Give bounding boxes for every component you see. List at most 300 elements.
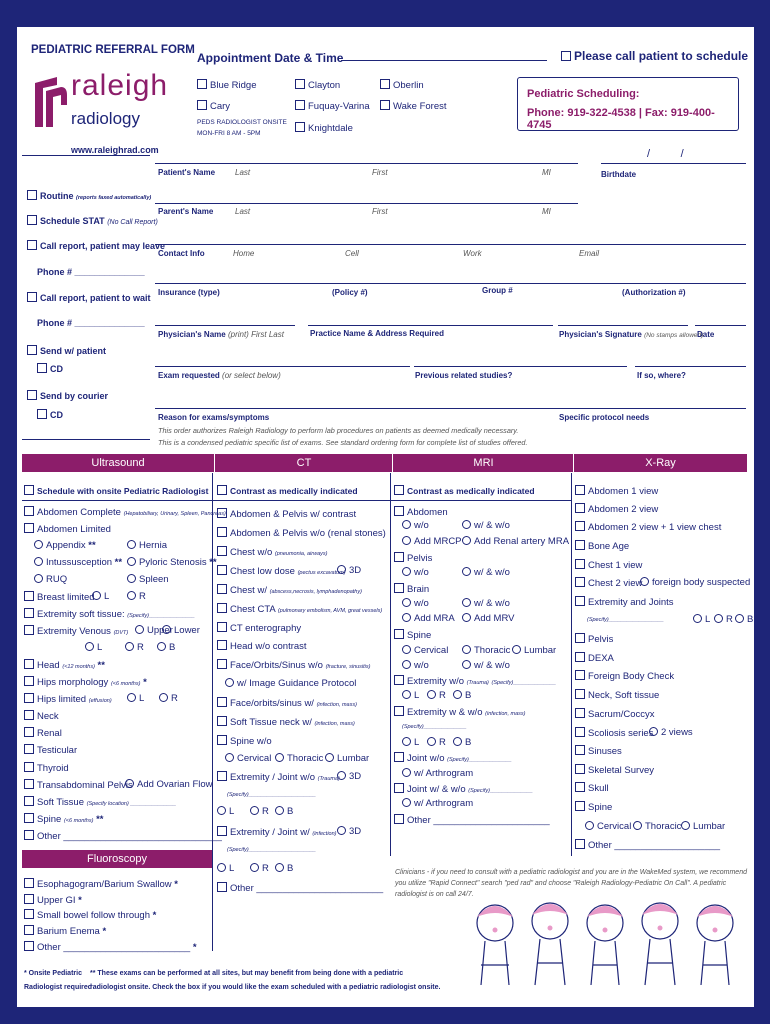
fluoro-label: Barium Enema	[37, 926, 100, 937]
call-to-schedule-checkbox[interactable]	[561, 49, 748, 63]
ct-label: Cervical	[237, 753, 272, 764]
mri-spine-cervical[interactable]	[402, 645, 448, 656]
checkbox-icon	[24, 762, 34, 772]
xray-spine-cervical[interactable]	[585, 821, 631, 832]
location-wake-forest[interactable]	[380, 100, 447, 112]
radio-icon	[127, 591, 136, 600]
ct-ext-wo-r[interactable]	[250, 806, 269, 817]
us-label: R	[171, 693, 178, 704]
mri-spine-thoracic[interactable]	[462, 645, 510, 656]
us-appendix[interactable]: Appendix **	[34, 540, 96, 551]
ct-abd-without[interactable]	[217, 527, 386, 539]
fluoro-small-bowel[interactable]: Small bowel follow through *	[24, 909, 156, 921]
checkbox-icon	[217, 485, 227, 495]
xray-sacrum[interactable]	[575, 708, 655, 720]
cell-hint: Cell	[345, 249, 359, 258]
send-courier-checkbox[interactable]	[27, 390, 108, 401]
radio-icon	[250, 806, 259, 815]
checkbox-icon	[217, 771, 227, 781]
mri-header: MRI	[392, 454, 574, 472]
mri-label: w/ & w/o	[474, 520, 510, 531]
us-label: Appendix	[46, 540, 86, 551]
parent-last-hint: Last	[235, 207, 251, 216]
ct-ext-w-l[interactable]	[217, 863, 234, 874]
xray-label: Foreign Body Check	[588, 671, 675, 682]
us-label: Hips morphology	[37, 677, 109, 688]
location-label: Wake Forest	[393, 101, 447, 112]
checkbox-icon	[24, 710, 34, 720]
mri-ext-wo-b[interactable]	[453, 690, 471, 701]
fluoro-label: Upper GI	[37, 895, 76, 906]
mri-label: w/o	[414, 598, 429, 609]
ct-specify-1[interactable]: (Specify)______________________	[227, 792, 316, 798]
us-ruq[interactable]	[34, 574, 67, 585]
checkbox-icon	[394, 675, 404, 685]
checkbox-icon	[394, 814, 404, 824]
checkbox-icon	[197, 100, 207, 110]
checkbox-icon	[24, 925, 34, 935]
xray-chest1[interactable]	[575, 559, 642, 571]
phone-field-1[interactable]: Phone # ______________	[37, 267, 145, 277]
checkbox-icon	[217, 659, 227, 669]
xray-scoliosis[interactable]	[575, 727, 653, 739]
location-knightdale[interactable]	[295, 122, 353, 134]
us-breast-l[interactable]	[92, 591, 109, 602]
us-venous-b[interactable]	[157, 642, 175, 653]
mri-label: w/ Arthrogram	[414, 768, 474, 779]
xray-foreign-check[interactable]	[575, 670, 674, 682]
mri-add-mrv[interactable]	[462, 613, 514, 624]
xray-spine-thoracic[interactable]	[633, 821, 681, 832]
us-intussusception[interactable]: Intussusception **	[34, 557, 122, 568]
cd-checkbox-2[interactable]	[37, 409, 63, 420]
radio-icon	[337, 771, 346, 780]
radio-icon	[127, 540, 136, 549]
ct-face-wo[interactable]	[217, 659, 371, 671]
mri-label: R	[439, 737, 446, 748]
ct-chest-cta[interactable]	[217, 603, 382, 615]
work-hint: Work	[463, 249, 482, 258]
mri-brain[interactable]	[394, 583, 429, 595]
call-to-schedule-label: Please call patient to schedule	[574, 49, 749, 63]
cd-checkbox-1[interactable]	[37, 363, 63, 374]
print-hint: (print) First Last	[227, 330, 284, 339]
radio-icon	[402, 768, 411, 777]
checkbox-icon	[24, 659, 34, 669]
radio-icon	[325, 753, 334, 762]
mri-abd-ww[interactable]	[462, 520, 510, 531]
checkbox-icon	[217, 546, 227, 556]
mri-arthrogram-2[interactable]	[402, 798, 473, 809]
ct-label: Face/Orbits/Sinus w/o	[230, 660, 323, 671]
mri-label: w/ & w/o	[474, 660, 510, 671]
radio-icon	[427, 737, 436, 746]
ct-header: CT	[214, 454, 393, 472]
location-clayton[interactable]	[295, 79, 340, 91]
referral-form-page	[17, 27, 754, 1007]
checkbox-icon	[394, 706, 404, 716]
checkbox-icon	[24, 591, 34, 601]
mri-pelvis-wo[interactable]	[402, 567, 429, 578]
mri-ext-wo-r[interactable]	[427, 690, 446, 701]
us-soft-tissue[interactable]	[24, 796, 176, 808]
checkbox-icon	[27, 215, 37, 225]
fluoro-other[interactable]: Other ________________________ *	[24, 941, 197, 953]
ct-chest-wo[interactable]	[217, 546, 327, 558]
us-label: RUQ	[46, 574, 68, 585]
checkbox-icon	[380, 79, 390, 89]
us-label: Spleen	[139, 574, 169, 585]
us-lower[interactable]	[162, 625, 200, 636]
ct-spine-wo[interactable]	[217, 735, 272, 747]
mri-ext-ww-b[interactable]	[453, 737, 471, 748]
ct-enterography[interactable]	[217, 622, 301, 634]
radio-icon	[402, 613, 411, 622]
ct-spine-lumbar[interactable]	[325, 753, 369, 764]
ct-note: (pectus excavatum)	[297, 570, 346, 576]
xray-label: Lumbar	[693, 821, 726, 832]
checkbox-icon	[575, 577, 585, 587]
ct-label: Abdomen & Pelvis w/o (renal stones)	[230, 528, 386, 539]
ct-ext-joint-wo[interactable]	[217, 771, 340, 783]
xray-label: R	[726, 614, 733, 625]
mri-label: Add MRCP	[414, 536, 462, 547]
mri-spine-wo[interactable]	[402, 660, 429, 671]
ct-soft-neck[interactable]	[217, 716, 355, 728]
ct-ext-joint-w[interactable]	[217, 826, 337, 838]
location-fuquay-varina[interactable]	[295, 100, 370, 112]
send-patient-label: Send w/ patient	[40, 346, 107, 356]
checkbox-icon	[394, 552, 404, 562]
xray-neck[interactable]	[575, 689, 659, 701]
us-label: Thyroid	[37, 763, 69, 774]
us-label: Hips limited	[37, 694, 87, 705]
us-label: L	[139, 693, 145, 704]
ct-note: (pneumonia, airways)	[274, 551, 328, 557]
us-testicular[interactable]	[24, 744, 77, 756]
xray-ext-r[interactable]	[714, 614, 733, 625]
mri-label: Extremity w & w/o	[407, 707, 483, 718]
us-note: (effusion)	[88, 698, 112, 704]
ct-face-w[interactable]	[217, 697, 357, 709]
location-label: Oberlin	[393, 80, 424, 91]
mri-other[interactable]	[394, 814, 550, 826]
us-other[interactable]	[24, 830, 222, 842]
us-abdomen-limited[interactable]	[24, 523, 111, 535]
us-venous-l[interactable]	[85, 642, 102, 653]
us-renal[interactable]	[24, 727, 62, 739]
us-note: (Specify location) _______________	[86, 801, 177, 807]
xray-skull[interactable]	[575, 782, 609, 794]
stat-checkbox[interactable]	[27, 215, 158, 226]
xray-abd1[interactable]	[575, 485, 658, 497]
radio-icon	[217, 863, 226, 872]
location-oberlin[interactable]	[380, 79, 424, 91]
us-spleen[interactable]	[127, 574, 169, 585]
checkbox-icon	[561, 51, 571, 61]
radio-icon	[250, 863, 259, 872]
radio-icon	[217, 806, 226, 815]
radio-icon	[427, 690, 436, 699]
ct-ext-wo-l[interactable]	[217, 806, 234, 817]
authorization-text-1: This order authorizes Raleigh Radiology to perform lab procedures on patients as deemed medically necessary.	[158, 426, 519, 435]
ct-label: L	[229, 863, 235, 874]
xray-extremity[interactable]	[575, 596, 674, 608]
radio-icon	[649, 727, 658, 736]
us-thyroid[interactable]	[24, 762, 69, 774]
mri-specify-2[interactable]: (Specify)______________	[402, 724, 467, 730]
xray-label: Chest 1 view	[588, 560, 643, 571]
xray-other[interactable]	[575, 839, 720, 851]
raleigh-radiology-logo-icon	[33, 75, 69, 129]
mri-abd-wo[interactable]	[402, 520, 429, 531]
us-spine[interactable]: Spine (<6 months) **	[24, 813, 104, 825]
xray-label: Pelvis	[588, 634, 614, 645]
ct-abd-with[interactable]	[217, 508, 356, 520]
checkbox-icon	[575, 633, 585, 643]
xray-specify[interactable]: (Specify)__________________	[587, 617, 664, 623]
mri-arthrogram-1[interactable]	[402, 768, 473, 779]
us-ovarian-flow[interactable]	[125, 779, 213, 790]
ct-spine-cervical[interactable]	[225, 753, 271, 764]
ct-ext-joint-wo-3d[interactable]	[337, 771, 361, 782]
us-hips-l[interactable]	[127, 693, 144, 704]
phone-field-2[interactable]: Phone # ______________	[37, 318, 145, 328]
stat-note: (No Call Report)	[107, 219, 158, 226]
us-label: Lower	[174, 625, 200, 636]
xray-ext-b[interactable]	[735, 614, 753, 625]
xray-skeletal[interactable]	[575, 764, 654, 776]
radio-icon	[337, 826, 346, 835]
ct-label: Spine w/o	[230, 736, 272, 747]
radio-icon	[402, 598, 411, 607]
us-breast[interactable]	[24, 591, 95, 603]
mri-ext-ww-l[interactable]	[402, 737, 419, 748]
us-label: Pyloric Stenosis	[139, 557, 207, 568]
ct-image-guidance[interactable]	[225, 678, 356, 689]
xray-dexa[interactable]	[575, 652, 614, 664]
mri-joint-wo[interactable]	[394, 752, 512, 764]
mri-ext-ww[interactable]	[394, 706, 526, 718]
us-note: (<12 months)	[62, 664, 95, 670]
checkbox-icon	[575, 764, 585, 774]
checkbox-icon	[37, 363, 47, 373]
location-cary[interactable]	[197, 100, 230, 112]
xray-spine[interactable]	[575, 801, 612, 813]
checkbox-icon	[24, 894, 34, 904]
mri-add-mrcp[interactable]	[402, 536, 462, 547]
ct-note: (infection)	[312, 831, 337, 837]
mri-label: Joint w/o	[407, 753, 445, 764]
ct-specify-2[interactable]: (Specify)______________________	[227, 847, 316, 853]
us-extremity-venous[interactable]	[24, 625, 128, 637]
radio-icon	[125, 779, 134, 788]
scheduling-phone: Phone: 919-322-4538 | Fax: 919-400-4745	[527, 107, 715, 131]
us-head[interactable]: Head (<12 months) **	[24, 659, 105, 671]
checkbox-icon	[295, 122, 305, 132]
xray-label: Abdomen 2 view + 1 view chest	[588, 522, 722, 533]
radio-icon	[225, 678, 234, 687]
xray-sinuses[interactable]	[575, 745, 622, 757]
radio-icon	[714, 614, 723, 623]
ct-head-wo[interactable]	[217, 640, 307, 652]
checkbox-icon	[394, 752, 404, 762]
us-label: Neck	[37, 711, 59, 722]
mri-label: Joint w/ & w/o	[407, 784, 466, 795]
checkbox-icon	[575, 708, 585, 718]
mri-contrast-checkbox[interactable]	[394, 485, 535, 496]
xray-label: Other ____________________	[588, 840, 721, 851]
checkbox-icon	[394, 485, 404, 495]
xray-label: foreign body suspected	[652, 577, 751, 588]
checkbox-icon	[24, 693, 34, 703]
ct-label: Thoracic	[287, 753, 324, 764]
mri-brain-ww[interactable]	[462, 598, 510, 609]
exam-label-text: Exam requested	[158, 371, 220, 380]
us-label: R	[139, 591, 146, 602]
xray-ext-l[interactable]	[693, 614, 710, 625]
fluoro-esophagram[interactable]: Esophagogram/Barium Swallow *	[24, 878, 178, 890]
xray-chest2[interactable]	[575, 577, 642, 589]
mri-label: B	[465, 737, 472, 748]
us-hips-morphology[interactable]: Hips morphology (<6 months) *	[24, 676, 147, 688]
us-abdomen-complete[interactable]	[24, 506, 226, 518]
mri-joint-ww[interactable]	[394, 783, 533, 795]
ct-spine-thoracic[interactable]	[275, 753, 323, 764]
mri-pelvis-ww[interactable]	[462, 567, 510, 578]
mri-label: w/o	[414, 567, 429, 578]
mri-add-mra[interactable]	[402, 613, 455, 624]
call-wait-checkbox[interactable]	[27, 292, 151, 303]
routine-checkbox[interactable]	[27, 190, 151, 201]
ct-contrast-checkbox[interactable]	[217, 485, 358, 496]
website-link[interactable]: www.raleighrad.com	[71, 145, 159, 155]
ct-label: Face/orbits/sinus w/	[230, 698, 314, 709]
mri-label: Thoracic	[474, 645, 511, 656]
us-hips-limited[interactable]	[24, 693, 112, 705]
checkbox-icon	[575, 521, 585, 531]
mri-add-renal[interactable]	[462, 536, 569, 547]
radio-icon	[225, 753, 234, 762]
ct-label: B	[287, 806, 294, 817]
footnote-pediatric-1: ** These exams can be performed at all sites, but may benefit from being done with a pediatric	[90, 970, 404, 977]
mri-ext-wo-l[interactable]	[402, 690, 419, 701]
checkbox-icon	[37, 409, 47, 419]
xray-pelvis[interactable]	[575, 633, 613, 645]
checkbox-icon	[27, 390, 37, 400]
us-schedule-checkbox[interactable]	[24, 485, 208, 496]
xray-foreign-suspected[interactable]	[640, 577, 750, 588]
checkbox-icon	[575, 839, 585, 849]
radio-icon	[735, 614, 744, 623]
mri-note: (Specify)______________	[468, 788, 533, 794]
ct-chest-w[interactable]	[217, 584, 362, 596]
checkbox-icon	[575, 485, 585, 495]
call-leave-checkbox[interactable]	[27, 240, 165, 251]
ct-ext-joint-w-3d[interactable]	[337, 826, 361, 837]
checkbox-icon	[24, 744, 34, 754]
radio-icon	[633, 821, 642, 830]
ct-label: Extremity / Joint w/	[230, 827, 310, 838]
date-label: Date	[697, 330, 715, 339]
mri-pelvis[interactable]	[394, 552, 432, 564]
radio-icon	[402, 660, 411, 669]
location-label: Cary	[210, 101, 231, 112]
ct-ext-w-r[interactable]	[250, 863, 269, 874]
ct-chest-low-3d[interactable]	[337, 565, 361, 576]
checkbox-icon	[217, 603, 227, 613]
us-hernia[interactable]	[127, 540, 167, 551]
us-pyloric[interactable]: Pyloric Stenosis **	[127, 557, 217, 568]
ct-note: (pulmonary embolism, AVM, great vessels)	[277, 608, 383, 614]
xray-abd2-chest[interactable]	[575, 521, 721, 533]
us-label: Abdomen Limited	[37, 524, 111, 535]
us-extremity-soft[interactable]	[24, 608, 195, 620]
checkbox-icon	[24, 830, 34, 840]
mri-note: (Specify)______________	[447, 757, 512, 763]
us-breast-r[interactable]	[127, 591, 146, 602]
ct-label: CT enterography	[230, 623, 302, 634]
mri-spine-ww[interactable]	[462, 660, 510, 671]
logo-text-raleigh: raleigh	[71, 69, 169, 102]
radio-icon	[453, 737, 462, 746]
us-label: L	[104, 591, 110, 602]
mri-ext-wo[interactable]	[394, 675, 556, 687]
mri-spine-lumbar[interactable]	[512, 645, 556, 656]
mri-ext-ww-r[interactable]	[427, 737, 446, 748]
xray-bone-age[interactable]	[575, 540, 629, 552]
us-hips-r[interactable]	[159, 693, 178, 704]
ct-other[interactable]	[217, 882, 383, 894]
mri-spine[interactable]	[394, 629, 431, 641]
routine-label: Routine	[40, 191, 74, 201]
mri-abdomen[interactable]	[394, 506, 448, 518]
checkbox-icon	[217, 622, 227, 632]
us-label: R	[137, 642, 144, 653]
fluoro-upper-gi[interactable]: Upper GI *	[24, 894, 82, 906]
birthdate-slashes: / /	[647, 148, 684, 160]
mri-label: L	[414, 690, 420, 701]
mri-label: Add MRA	[414, 613, 455, 624]
radio-icon	[462, 598, 471, 607]
ct-ext-wo-b[interactable]	[275, 806, 293, 817]
us-transabdominal[interactable]	[24, 779, 133, 791]
mri-brain-wo[interactable]	[402, 598, 429, 609]
location-blue-ridge[interactable]	[197, 79, 256, 91]
xray-two-views[interactable]	[649, 727, 693, 738]
footnote-onsite-2: Radiologist required	[24, 984, 93, 991]
reason-label: Reason for exams/symptoms	[158, 413, 270, 422]
checkbox-icon	[394, 506, 404, 516]
fluoro-barium-enema[interactable]: Barium Enema *	[24, 925, 106, 937]
us-venous-r[interactable]	[125, 642, 144, 653]
checkbox-icon	[575, 670, 585, 680]
checkbox-icon	[24, 506, 34, 516]
xray-abd2[interactable]	[575, 503, 658, 515]
select-hint: (or select below)	[222, 371, 281, 380]
send-patient-checkbox[interactable]	[27, 345, 106, 356]
ct-ext-w-b[interactable]	[275, 863, 293, 874]
us-neck[interactable]	[24, 710, 59, 722]
xray-spine-lumbar[interactable]	[681, 821, 725, 832]
fluoroscopy-header: Fluoroscopy	[22, 850, 212, 868]
mri-label: B	[465, 690, 472, 701]
ct-chest-low[interactable]	[217, 565, 346, 577]
checkbox-icon	[295, 79, 305, 89]
call-leave-label: Call report, patient may leave	[40, 241, 166, 251]
us-label: Hernia	[139, 540, 167, 551]
footnote-onsite-1: * Onsite Pediatric	[24, 970, 82, 977]
